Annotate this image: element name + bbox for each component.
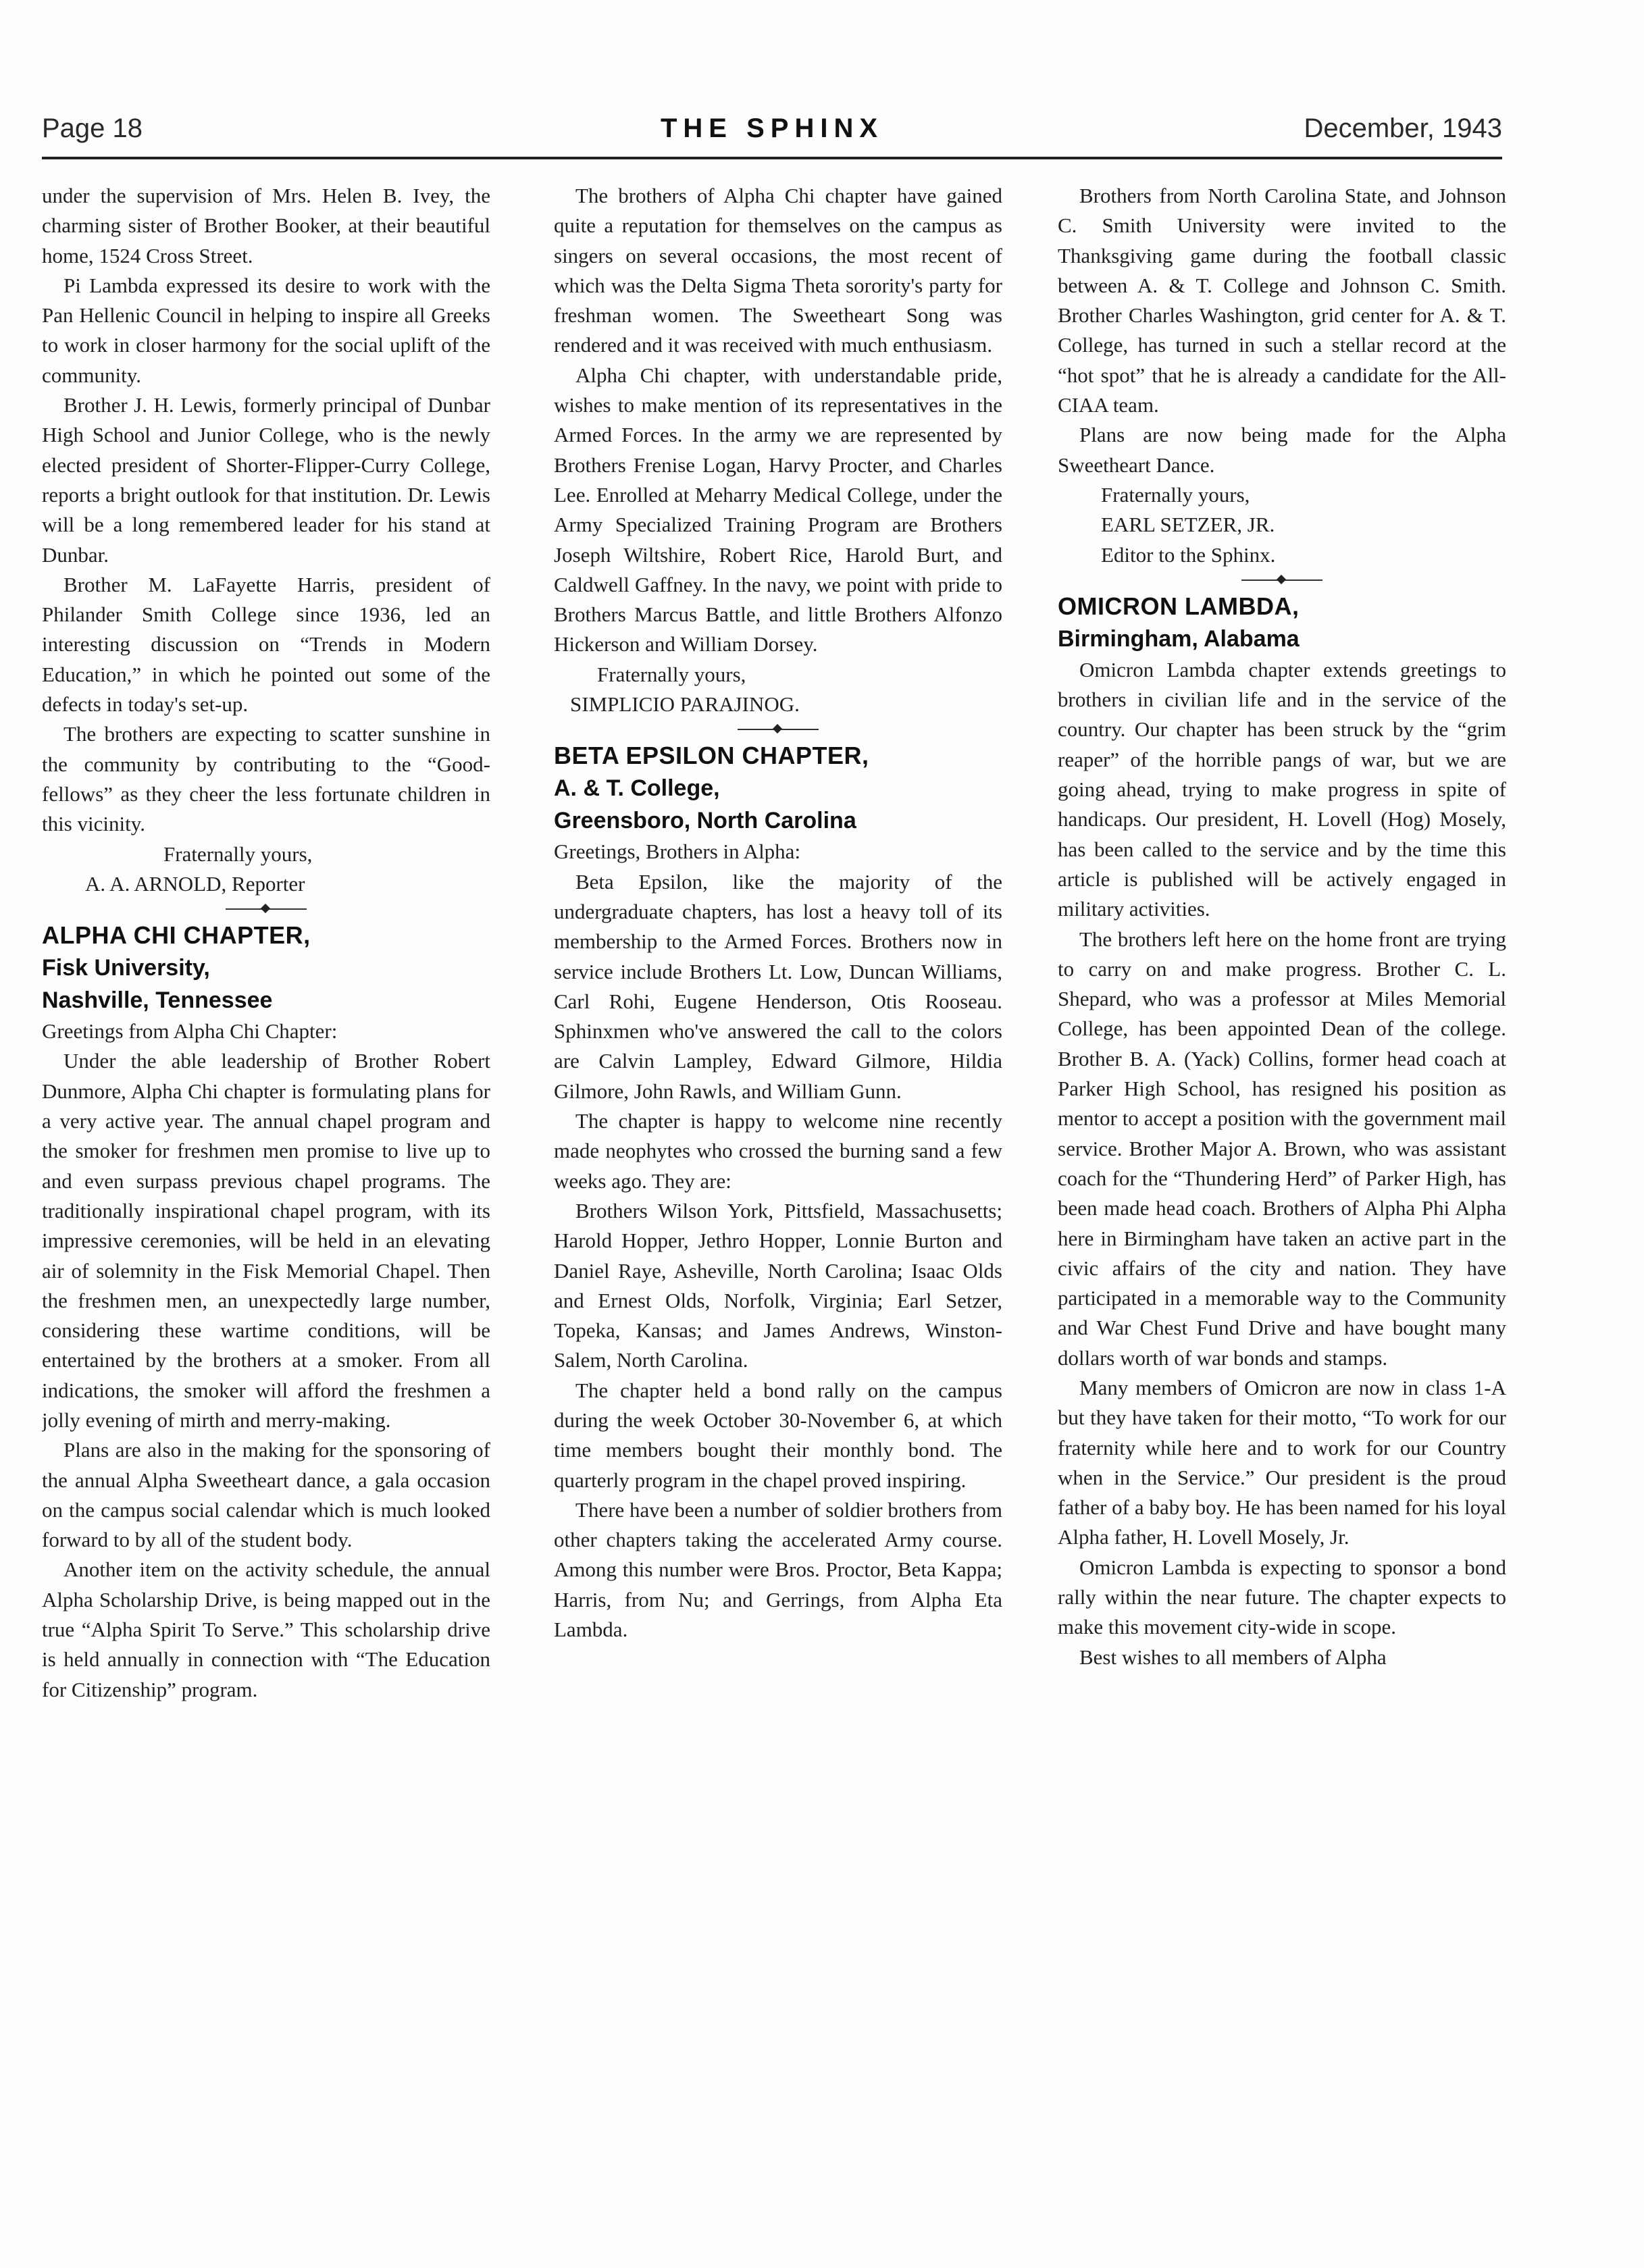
signature-close: Fraternally yours, <box>1101 482 1250 507</box>
chapter-location: Birmingham, Alabama <box>1058 625 1300 652</box>
section-divider <box>42 899 490 919</box>
signature-title: Editor to the Sphinx. <box>1101 542 1276 567</box>
chapter-location: Nashville, Tennessee <box>42 987 273 1014</box>
paragraph: Brothers Wilson York, Pittsfield, Massachusetts; Harold Hopper, Jethro Hopper, Lonnie Burton and Daniel Raye, Asheville, North Carolina; Isaac Olds and Ernest Olds, Norfolk, Virginia; Earl Setzer, Topeka, Kansas; and James Andrews, Winston-Salem, North Carolina. <box>554 1198 1002 1372</box>
paragraph: The chapter is happy to welcome nine recently made neophytes who crossed the burning sand a few weeks ago. They are: <box>554 1109 1002 1193</box>
chapter-subheading: Fisk University, <box>42 955 210 981</box>
paragraph: The brothers of Alpha Chi chapter have gained quite a reputation for themselves on the campus as singers on several occasions, the most recent of which was the Delta Sigma Theta sorority's party for freshman women. The Sweetheart Song was rendered and it was received with much enthusiasm. <box>554 184 1002 357</box>
signature-name: SIMPLICIO PARAJINOG. <box>570 692 800 717</box>
paragraph: Omicron Lambda is expecting to sponsor a bond rally within the near future. The chapter expects to make this movement city-wide in scope. <box>1058 1555 1506 1639</box>
signature-name: EARL SETZER, JR. <box>1101 513 1275 537</box>
chapter-heading: BETA EPSILON CHAPTER, <box>554 742 869 770</box>
paragraph: Omicron Lambda chapter extends greetings to brothers in civilian life and in the service of the country. Our chapter has been struck by the “grim reaper” of the horrible pangs of war, but we are going ahead, trying to make progress in spite of handicaps. Our president, H. Lovell (Hog) Mosely, has been called to the service and by the time this article is published will be actively engaged in military activities. <box>1058 657 1506 921</box>
paragraph: under the supervision of Mrs. Helen B. Ivey, the charming sister of Brother Booker, at their beautiful home, 1524 Cross Street. <box>42 184 490 267</box>
publication-title: THE SPHINX <box>660 113 884 143</box>
chapter-subheading: A. & T. College, <box>554 775 720 802</box>
column-3 <box>1058 181 1506 2241</box>
paragraph: Pi Lambda expressed its desire to work with the Pan Hellenic Council in helping to inspire all Greeks to work in closer harmony for the social uplift of the community. <box>42 273 490 387</box>
paragraph: Under the able leadership of Brother Robert Dunmore, Alpha Chi chapter is formulating plans for a very active year. The annual chapel program and the smoker for freshmen men promise to live up to and even surpass previous chapel programs. The traditionally inspirational chapel program, with its impressive ceremonies, will be held in an elevating air of solemnity in the Fisk Memorial Chapel. Then the freshmen men, an unexpectedly large number, considering these wartime conditions, will be entertained by the brothers at a smoker. From all indications, the smoker will afford the freshmen a jolly evening of mirth and merry-making. <box>42 1049 490 1432</box>
paragraph: Many members of Omicron are now in class 1-A but they have taken for their motto, “To work for our fraternity while here and to work for our Country when in the Service.” Our president is the proud father of a baby boy. He has been named for his loyal Alpha father, H. Lovell Mosely, Jr. <box>1058 1375 1506 1549</box>
chapter-heading: ALPHA CHI CHAPTER, <box>42 921 311 950</box>
section-divider <box>554 719 1002 740</box>
paragraph: The brothers are expecting to scatter sunshine in the community by contributing to the “Good-fellows” as they cheer the less fortunate children in this vicinity. <box>42 722 490 836</box>
paragraph: Best wishes to all members of Alpha <box>1079 1645 1387 1669</box>
paragraph: Plans are now being made for the Alpha Sweetheart Dance. <box>1058 423 1506 477</box>
issue-date: December, 1943 <box>1304 113 1502 143</box>
paragraph: Brother J. H. Lewis, formerly principal of Dunbar High School and Junior College, who is the newly elected president of Shorter-Flipper-Curry College, reports a bright outlook for that institution. Dr. Lewis will be a long remembered leader for his stand at Dunbar. <box>42 393 490 567</box>
column-1 <box>42 181 490 2241</box>
greeting: Greetings, Brothers in Alpha: <box>554 840 801 864</box>
paragraph: Brother M. LaFayette Harris, president of Philander Smith College since 1936, led an interesting discussion on “Trends in Modern Education,” in which he pointed out some of the defects in today's set-up. <box>42 572 490 717</box>
paragraph: Brothers from North Carolina State, and Johnson C. Smith University were invited to the Thanksgiving game during the football classic between A. & T. College and Johnson C. Smith. Brother Charles Washington, grid center for A. & T. College, has turned in such a stellar record at the “hot spot” that he is already a candidate for the All-CIAA team. <box>1058 184 1506 417</box>
page-number: Page 18 <box>42 113 143 143</box>
chapter-location: Greensboro, North Carolina <box>554 808 856 834</box>
page-header <box>42 113 1502 161</box>
paragraph: Plans are also in the making for the sponsoring of the annual Alpha Sweetheart dance, a gala occasion on the campus social calendar which is much looked forward to by all of the student body. <box>42 1438 490 1552</box>
section-divider <box>1058 570 1506 590</box>
signature-name: A. A. ARNOLD, Reporter <box>85 871 305 896</box>
signature-close: Fraternally yours, <box>597 662 746 686</box>
paragraph: The chapter held a bond rally on the campus during the week October 30-November 6, at which time members bought their monthly bond. The quarterly program in the chapel proved inspiring. <box>554 1378 1002 1492</box>
paragraph: There have been a number of soldier brothers from other chapters taking the accelerated Army course. Among this number were Bros. Proctor, Beta Kappa; Harris, from Nu; and Gerrings, from Alpha Eta Lambda. <box>554 1497 1002 1642</box>
greeting: Greetings from Alpha Chi Chapter: <box>42 1019 338 1043</box>
signature-close: Fraternally yours, <box>163 842 313 866</box>
paragraph: The brothers left here on the home front are trying to carry on and make progress. Brother C. L. Shepard, who was a professor at Miles Memorial College, has been appointed Dean of the college. Brother B. A. (Yack) Collins, former head coach at Parker High School, has resigned his position as mentor to accept a position with the government mail service. Brother Major A. Brown, who was assistant coach for the “Thundering Herd” of Parker High, has been made head coach. Brothers of Alpha Phi Alpha here in Birmingham have taken an active part in the civic affairs of the city and nation. They have participated in a memorable way to the Community and War Chest Fund Drive and have bought many dollars worth of war bonds and stamps. <box>1058 927 1506 1370</box>
header-rule <box>42 157 1502 159</box>
column-2 <box>554 181 1002 2241</box>
paragraph: Alpha Chi chapter, with understandable pride, wishes to make mention of its representatives in the Armed Forces. In the army we are represented by Brothers Frenise Logan, Harvy Procter, and Charles Lee. Enrolled at Meharry Medical College, under the Army Specialized Training Program are Brothers Joseph Wiltshire, Robert Rice, Harold Burt, and Caldwell Gaffney. In the navy, we point with pride to Brothers Marcus Battle, and little Brothers Alfonzo Hickerson and William Dorsey. <box>554 363 1002 656</box>
paragraph: Beta Epsilon, like the majority of the undergraduate chapters, has lost a heavy toll of its membership to the Armed Forces. Brothers now in service include Brothers Lt. Low, Duncan Williams, Carl Rohi, Eugene Henderson, Otis Rooseau. Sphinxmen who've answered the call to the colors are Calvin Lampley, Edward Gilmore, Hildia Gilmore, John Rawls, and William Gunn. <box>554 869 1002 1103</box>
paragraph: Another item on the activity schedule, the annual Alpha Scholarship Drive, is being mapped out in the true “Alpha Spirit To Serve.” This scholarship drive is held annually in connection with “The Education for Citizenship” program. <box>42 1557 490 1701</box>
chapter-heading: OMICRON LAMBDA, <box>1058 592 1300 620</box>
